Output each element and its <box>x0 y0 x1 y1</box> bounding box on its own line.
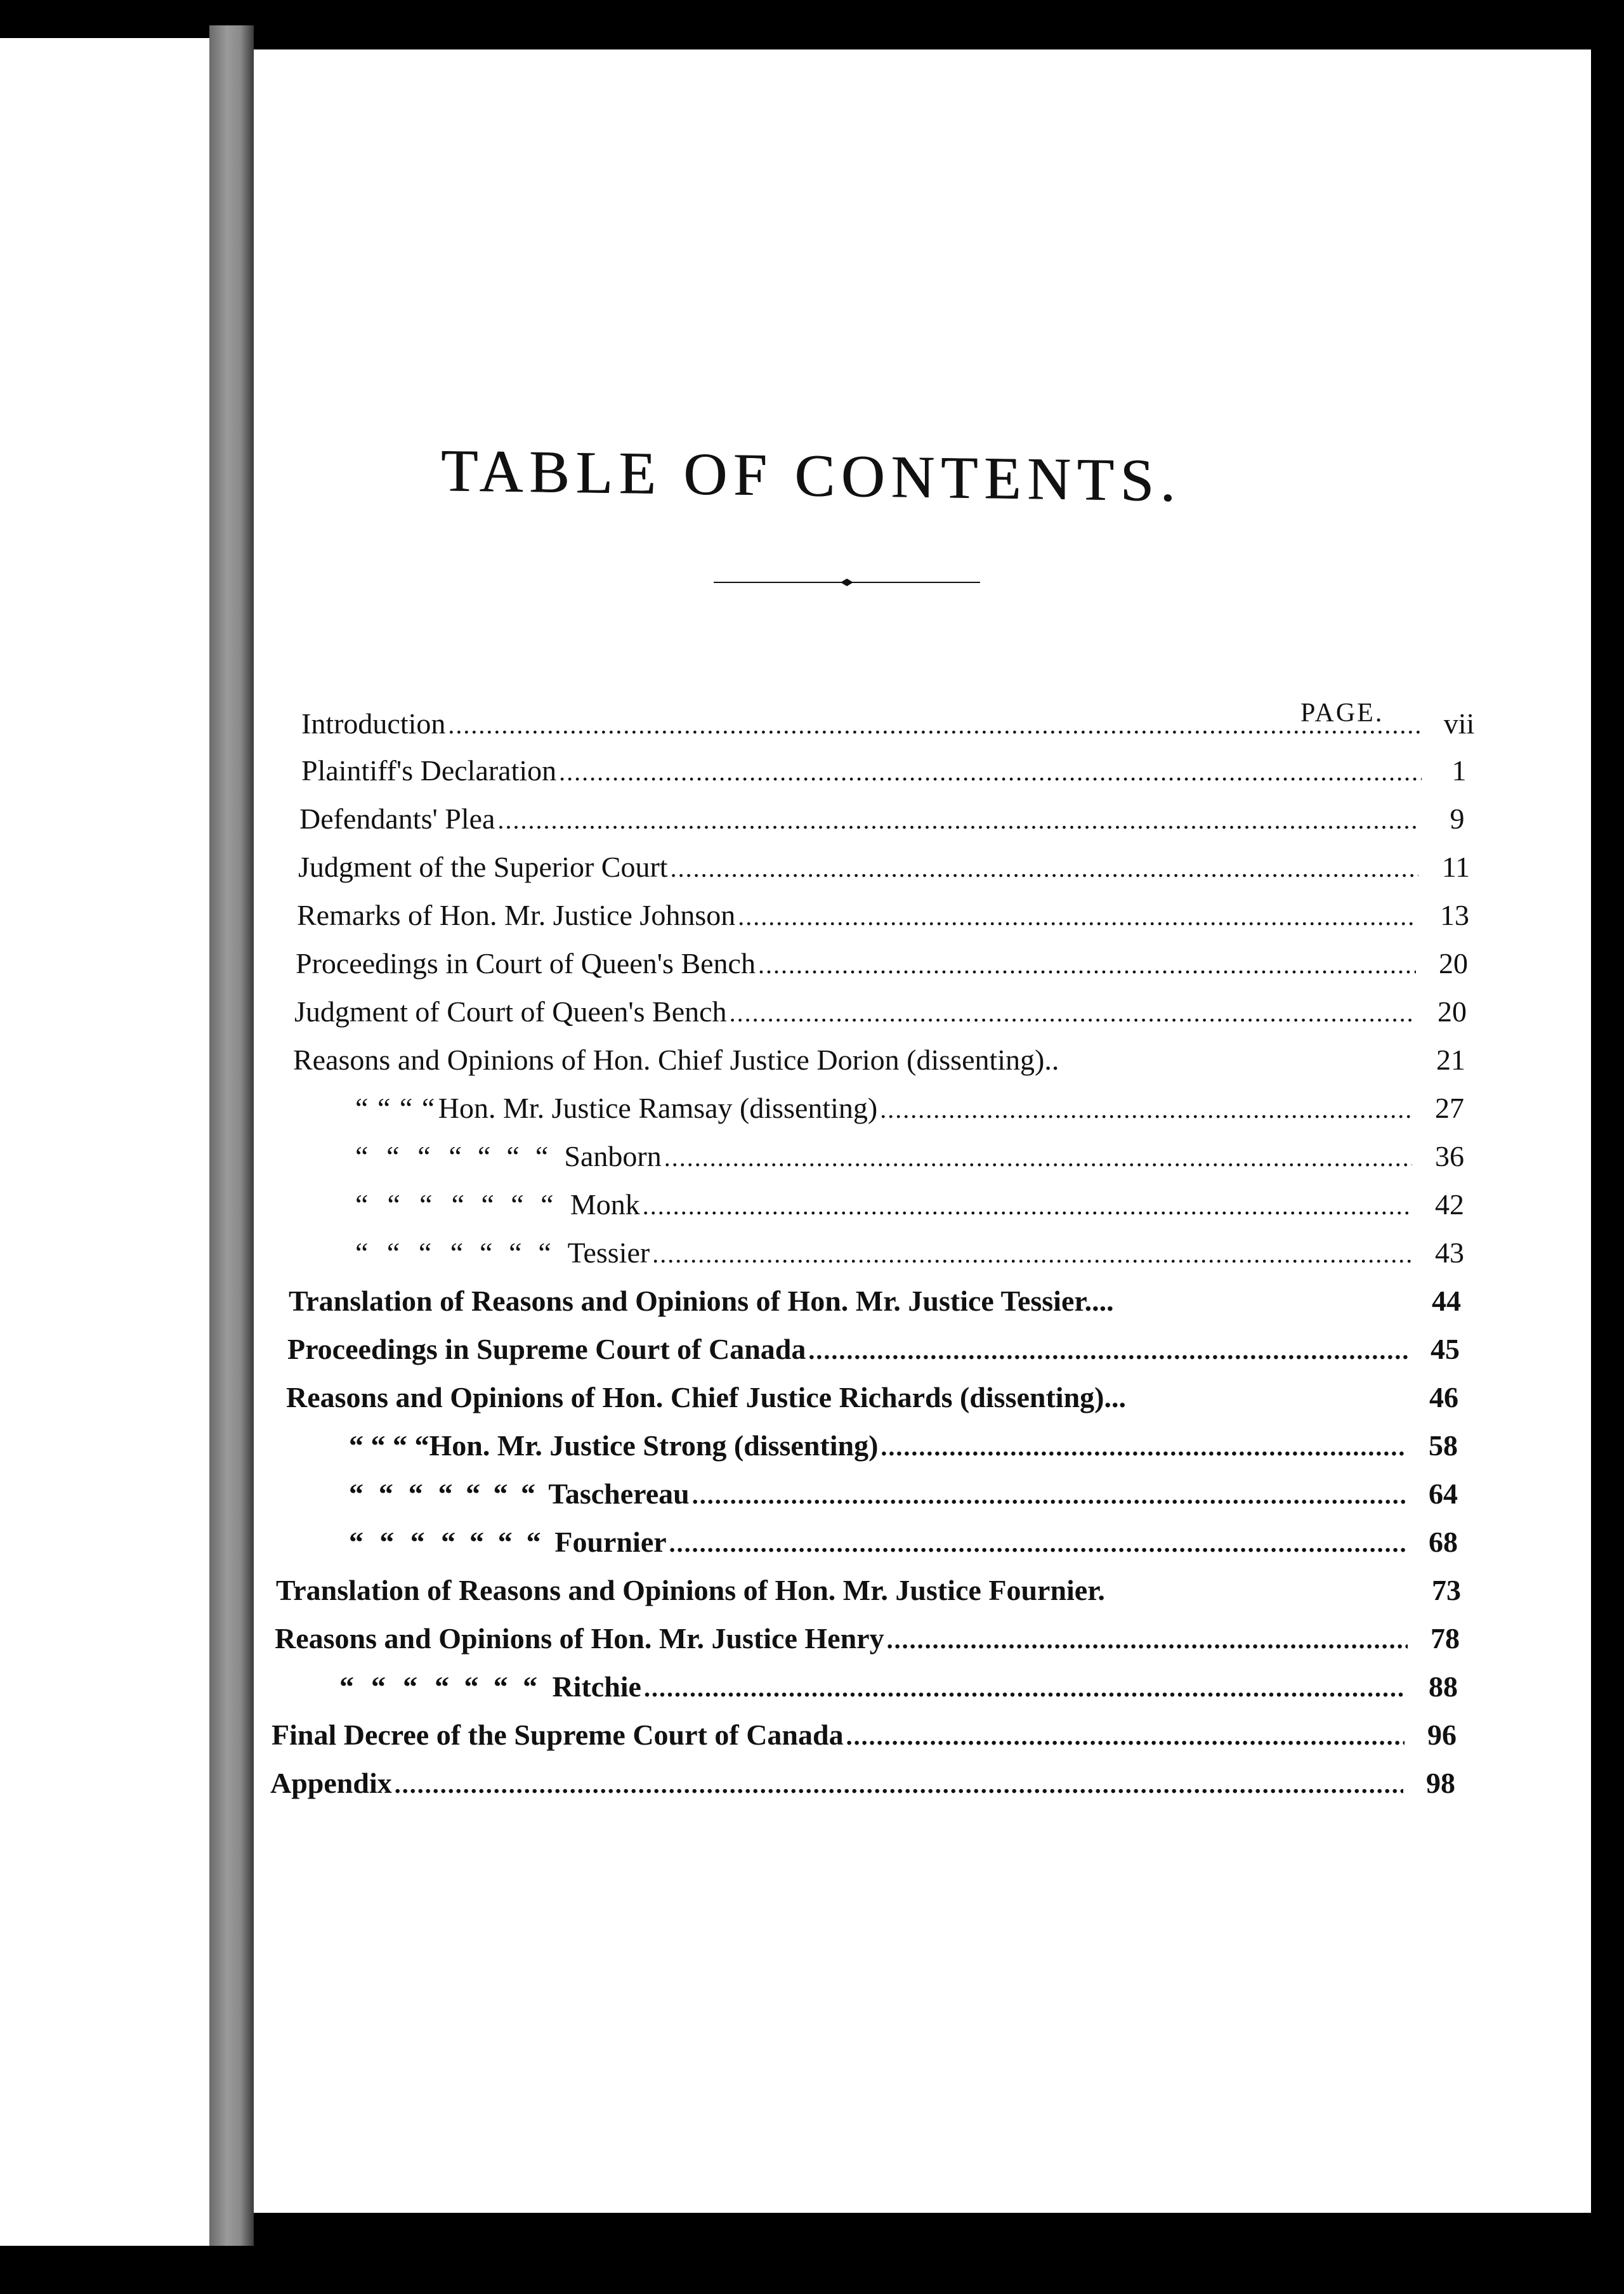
toc-entry-label: Appendix <box>270 1767 392 1799</box>
toc-entry-page: 20 <box>1439 947 1468 980</box>
toc-entry-label: Translation of Reasons and Opinions of Hon. Mr. Justice Tessier.... <box>289 1285 1114 1317</box>
toc-entry-label: Fournier <box>554 1526 667 1558</box>
ditto-mark: “ <box>449 1140 462 1172</box>
toc-entry-page: 58 <box>1429 1429 1458 1462</box>
toc-entry-label: Proceedings in Court of Queen's Bench <box>296 947 756 980</box>
ditto-mark: “ <box>349 1526 363 1558</box>
leader-dots <box>664 1143 1412 1172</box>
toc-entry-page: 1 <box>1451 754 1467 787</box>
toc-entry-opinions-taschereau[interactable] <box>349 1477 1478 1521</box>
ditto-mark: “ <box>464 1670 479 1703</box>
toc-entry-label: Reasons and Opinions of Hon. Chief Justice Richards (dissenting)... <box>286 1381 1126 1413</box>
ditto-mark: “ <box>355 1236 369 1269</box>
toc-entry-proceedings-queens-bench[interactable] <box>296 947 1488 991</box>
ditto-mark: “ <box>441 1526 456 1558</box>
toc-entry-judgment-superior-court[interactable] <box>298 850 1491 895</box>
toc-entry-page: 96 <box>1427 1719 1457 1751</box>
ditto-mark: “ <box>497 1526 513 1558</box>
leader-dots <box>671 853 1418 883</box>
leader-dots <box>881 1432 1406 1462</box>
leader-dots <box>448 710 1422 740</box>
toc-entry-defendants-plea[interactable] <box>299 802 1492 846</box>
ditto-mark: “ <box>355 1140 369 1172</box>
toc-entry-translation-fournier[interactable] <box>276 1573 1481 1618</box>
toc-entry-page: 45 <box>1431 1333 1460 1365</box>
toc-entry-label: Monk <box>570 1188 640 1221</box>
toc-entry-label: Judgment of Court of Queen's Bench <box>294 995 727 1028</box>
toc-entry-label: Reasons and Opinions of Hon. Chief Justice Dorion (dissenting).. <box>293 1044 1059 1076</box>
toc-entry-label: Judgment of the Superior Court <box>298 851 668 883</box>
ditto-mark: “ <box>506 1140 520 1172</box>
toc-entry-label: Hon. Mr. Justice Strong (dissenting) <box>429 1429 879 1462</box>
ditto-mark: “ <box>479 1236 493 1269</box>
ditto-mark: “ <box>469 1526 484 1558</box>
leader-dots <box>808 1335 1408 1365</box>
ditto-mark: “ <box>355 1092 369 1124</box>
toc-entry-page: 9 <box>1450 803 1465 835</box>
toc-entry-label: Remarks of Hon. Mr. Justice Johnson <box>297 899 736 931</box>
leader-dots <box>880 1094 1412 1124</box>
toc-entry-opinions-monk[interactable] <box>355 1188 1484 1232</box>
toc-entry-opinions-ramsay[interactable] <box>355 1091 1484 1136</box>
ditto-mark: “ <box>418 1236 432 1269</box>
ditto-mark: “ <box>493 1478 508 1510</box>
toc-entry-label: Final Decree of the Supreme Court of Canada <box>272 1719 844 1751</box>
leader-dots <box>730 998 1415 1028</box>
toc-entry-page: 98 <box>1426 1767 1455 1799</box>
toc-entry-page: 68 <box>1428 1526 1458 1558</box>
ditto-mark: “ <box>466 1478 481 1510</box>
ditto-mark: “ <box>435 1670 450 1703</box>
toc-entry-plaintiffs-declaration[interactable] <box>301 754 1494 798</box>
toc-entry-opinions-ritchie[interactable] <box>339 1670 1478 1714</box>
ditto-mark: “ <box>419 1188 433 1221</box>
ditto-mark: “ <box>493 1670 508 1703</box>
ditto-mark: “ <box>538 1236 551 1269</box>
ditto-mark: “ <box>477 1140 491 1172</box>
leader-dots <box>497 805 1420 835</box>
toc-entry-label: Proceedings in Supreme Court of Canada <box>287 1333 806 1365</box>
ditto-mark: “ <box>355 1188 369 1221</box>
ditto-mark: “ <box>451 1188 465 1221</box>
toc-entry-page: 42 <box>1435 1188 1465 1221</box>
toc-entry-page: vii <box>1443 707 1475 740</box>
toc-entry-opinions-tessier[interactable] <box>355 1236 1484 1280</box>
toc-entry-label: Sanborn <box>564 1140 662 1172</box>
toc-entry-page: 43 <box>1435 1236 1465 1269</box>
table-of-contents <box>254 49 1591 1953</box>
ditto-mark: “ <box>379 1526 395 1558</box>
leader-dots <box>644 1673 1406 1703</box>
toc-entry-page: 64 <box>1429 1478 1458 1510</box>
leader-dots <box>887 1625 1408 1655</box>
ditto-mark: “ <box>403 1670 418 1703</box>
toc-entry-page: 36 <box>1435 1140 1465 1172</box>
ditto-mark: “ <box>450 1236 464 1269</box>
toc-entry-page: 11 <box>1441 851 1470 883</box>
toc-entry-page: 73 <box>1432 1574 1461 1606</box>
book-gutter <box>209 25 254 2246</box>
toc-entry-label: Reasons and Opinions of Hon. Mr. Justice Henry <box>275 1622 884 1655</box>
ditto-mark: “ <box>377 1092 391 1124</box>
toc-entry-opinions-henry[interactable] <box>275 1622 1480 1666</box>
page-column-heading: PAGE. <box>1300 698 1384 728</box>
document-page <box>254 49 1591 2213</box>
toc-entry-opinions-strong[interactable] <box>349 1429 1478 1473</box>
ditto-mark: “ <box>535 1140 549 1172</box>
toc-entry-appendix[interactable] <box>270 1766 1476 1811</box>
toc-entry-label: Tessier <box>567 1236 650 1269</box>
ditto-mark: “ <box>410 1526 425 1558</box>
toc-entry-page: 46 <box>1429 1381 1458 1413</box>
leader-dots <box>643 1191 1412 1221</box>
toc-entry-remarks-johnson[interactable] <box>297 898 1490 943</box>
ditto-mark: “ <box>438 1478 453 1510</box>
ditto-mark: “ <box>386 1140 400 1172</box>
toc-entry-page: 78 <box>1431 1622 1460 1655</box>
toc-entry-proceedings-supreme-court[interactable] <box>287 1332 1480 1377</box>
leader-dots <box>846 1721 1405 1751</box>
toc-entry-judgment-queens-bench[interactable] <box>294 995 1487 1039</box>
toc-entry-label: Introduction <box>301 707 446 740</box>
ditto-mark: “ <box>540 1188 554 1221</box>
leader-dots <box>738 901 1417 931</box>
ditto-mark: “ <box>387 1188 400 1221</box>
leader-dots <box>758 950 1416 980</box>
toc-entry-opinions-dorion[interactable] <box>293 1043 1486 1087</box>
ditto-mark: “ <box>511 1188 524 1221</box>
toc-entry-label: Translation of Reasons and Opinions of Hon. Mr. Justice Fournier. <box>276 1574 1105 1606</box>
toc-entry-label: Defendants' Plea <box>299 803 495 835</box>
leader-dots <box>395 1769 1403 1799</box>
ditto-mark: “ <box>399 1092 413 1124</box>
toc-entry-introduction[interactable] <box>301 707 1494 751</box>
leader-dots <box>652 1239 1412 1269</box>
ditto-mark: “ <box>417 1140 431 1172</box>
toc-entry-page: 13 <box>1440 899 1469 931</box>
ditto-mark: “ <box>339 1670 354 1703</box>
toc-entry-translation-tessier[interactable] <box>289 1284 1481 1328</box>
toc-entry-opinions-fournier[interactable] <box>349 1525 1478 1570</box>
toc-entry-label: Plaintiff's Declaration <box>301 754 557 787</box>
toc-entry-opinions-sanborn[interactable] <box>355 1139 1484 1184</box>
ditto-mark: “ <box>370 1429 386 1462</box>
facing-page-edge <box>0 38 209 2246</box>
toc-entry-page: 21 <box>1436 1044 1465 1076</box>
toc-entry-opinions-richards[interactable] <box>286 1380 1479 1425</box>
ditto-mark: “ <box>414 1429 429 1462</box>
toc-entry-label: Ritchie <box>552 1670 641 1703</box>
ditto-mark: “ <box>349 1478 363 1510</box>
ditto-mark: “ <box>378 1478 393 1510</box>
ditto-mark: “ <box>386 1236 400 1269</box>
toc-entry-page: 27 <box>1435 1092 1465 1124</box>
ditto-mark: “ <box>509 1236 522 1269</box>
toc-entry-page: 44 <box>1432 1285 1461 1317</box>
ditto-mark: “ <box>523 1670 538 1703</box>
leader-dots <box>692 1480 1406 1510</box>
toc-entry-label: Hon. Mr. Justice Ramsay (dissenting) <box>438 1092 878 1124</box>
toc-entry-page: 20 <box>1437 995 1467 1028</box>
ditto-mark: “ <box>349 1429 363 1462</box>
ditto-mark: “ <box>392 1429 407 1462</box>
ditto-mark: “ <box>526 1526 541 1558</box>
toc-entry-label: Taschereau <box>548 1478 690 1510</box>
toc-entry-page: 88 <box>1428 1670 1458 1703</box>
ditto-mark: “ <box>481 1188 494 1221</box>
ditto-mark: “ <box>371 1670 386 1703</box>
toc-entry-final-decree[interactable] <box>272 1718 1477 1762</box>
ditto-mark: “ <box>421 1092 435 1124</box>
leader-dots <box>669 1528 1406 1558</box>
ditto-mark: “ <box>520 1478 535 1510</box>
leader-dots <box>559 757 1422 787</box>
page-title: TABLE OF CONTENTS. <box>441 436 1182 515</box>
ditto-mark: “ <box>408 1478 423 1510</box>
